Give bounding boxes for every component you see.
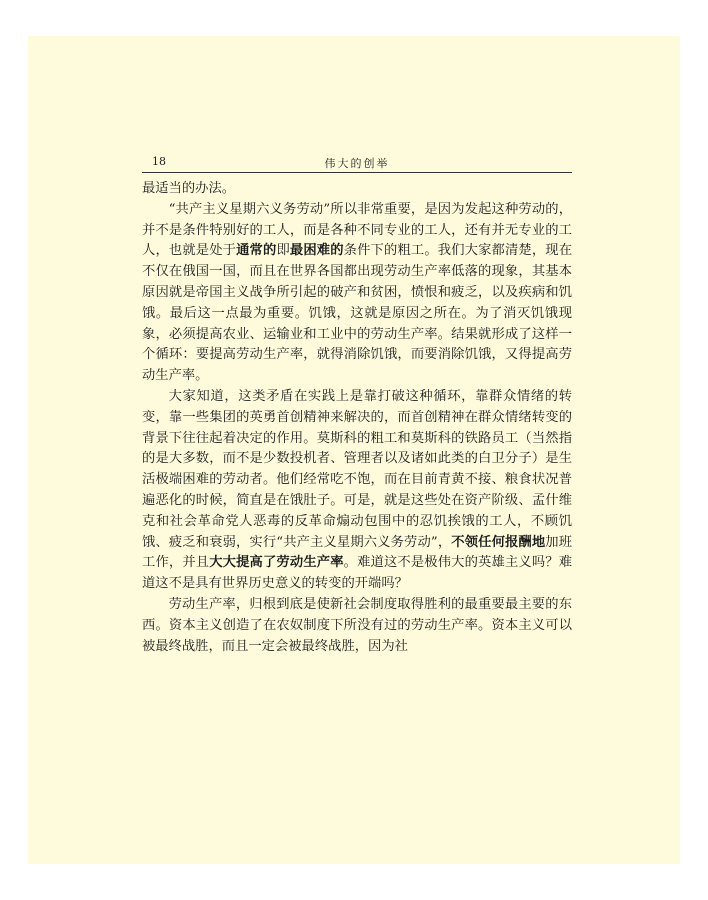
paragraph — [142, 200, 572, 387]
emphasis-text: 大大提高了劳动生产率 — [209, 555, 344, 571]
page-header — [142, 150, 572, 173]
text-segment: 条件下的粗工。我们大家都清楚，现在不仅在俄国一国，而且在世界各国都出现劳动生产率低落的现象，其基本原因就是帝国主义战争所引起的破产和贫困，愤恨和疲乏，以及疾病和饥饿。最后这一点最为重要。饥饿，这就是原因之所在。为了消灭饥饿现象，必须提高农业、运输业和工业中的劳动生产率。结果就形成了这样一个循环：要提高劳动生产率，就得消除饥饿，而要消除饥饿，又得提高劳动生产率。 — [142, 243, 573, 384]
paragraph — [142, 595, 572, 657]
paragraph — [142, 387, 572, 595]
text-segment: 最适当的办法。 — [142, 181, 236, 196]
body-text — [142, 179, 572, 657]
text-segment: 大家知道，这类矛盾在实践上是靠打破这种循环，靠群众情绪的转变，靠一些集团的英勇首创精神来解决的，而首创精神在群众情绪转变的背景下往往起着决定的作用。莫斯科的粗工和莫斯科的铁路员工（当然指的是大多数，而不是少数投机者、管理者以及诸如此类的白卫分子）是生活极端困难的劳动者。他们经常吃不饱，而在目前青黄不接、粮食状况普遍恶化的时候，简直是在饿肚子。可是，就是这些处在资产阶级、孟什维克和社会革命党人恶毒的反革命煽动包围中的忍饥挨饿的工人，不顾饥饿、疲乏和衰弱，实行“共产主义星期六义务劳动”， — [142, 388, 572, 550]
text-segment: 。难道这不是极伟大的英雄主义吗？难道这不是具有世界历史意义的转变的开端吗？ — [142, 555, 573, 592]
emphasis-text: 不领任何报酬地 — [451, 534, 546, 550]
emphasis-text: 通常的 — [236, 243, 277, 259]
text-segment: 劳动生产率，归根到底是使新社会制度取得胜利的最重要最主要的东西。资本主义创造了在农奴制度下所没有过的劳动生产率。资本主义可以被最终战胜，而且一定会被最终战胜，因为社 — [142, 596, 572, 654]
text-segment: 加班工作，并且 — [142, 534, 573, 571]
text-segment: “共产主义星期六义务劳动”所以非常重要，是因为发起这种劳动的，并不是条件特别好的工人，而是各种不同专业的工人，还有并无专业的工人，也就是处于 — [142, 201, 572, 259]
page-number: 18 — [152, 155, 166, 168]
running-title: 伟大的创举 — [324, 157, 390, 170]
emphasis-text: 最困难的 — [289, 243, 344, 259]
paragraph — [142, 179, 572, 200]
text-segment: 即 — [276, 243, 290, 259]
